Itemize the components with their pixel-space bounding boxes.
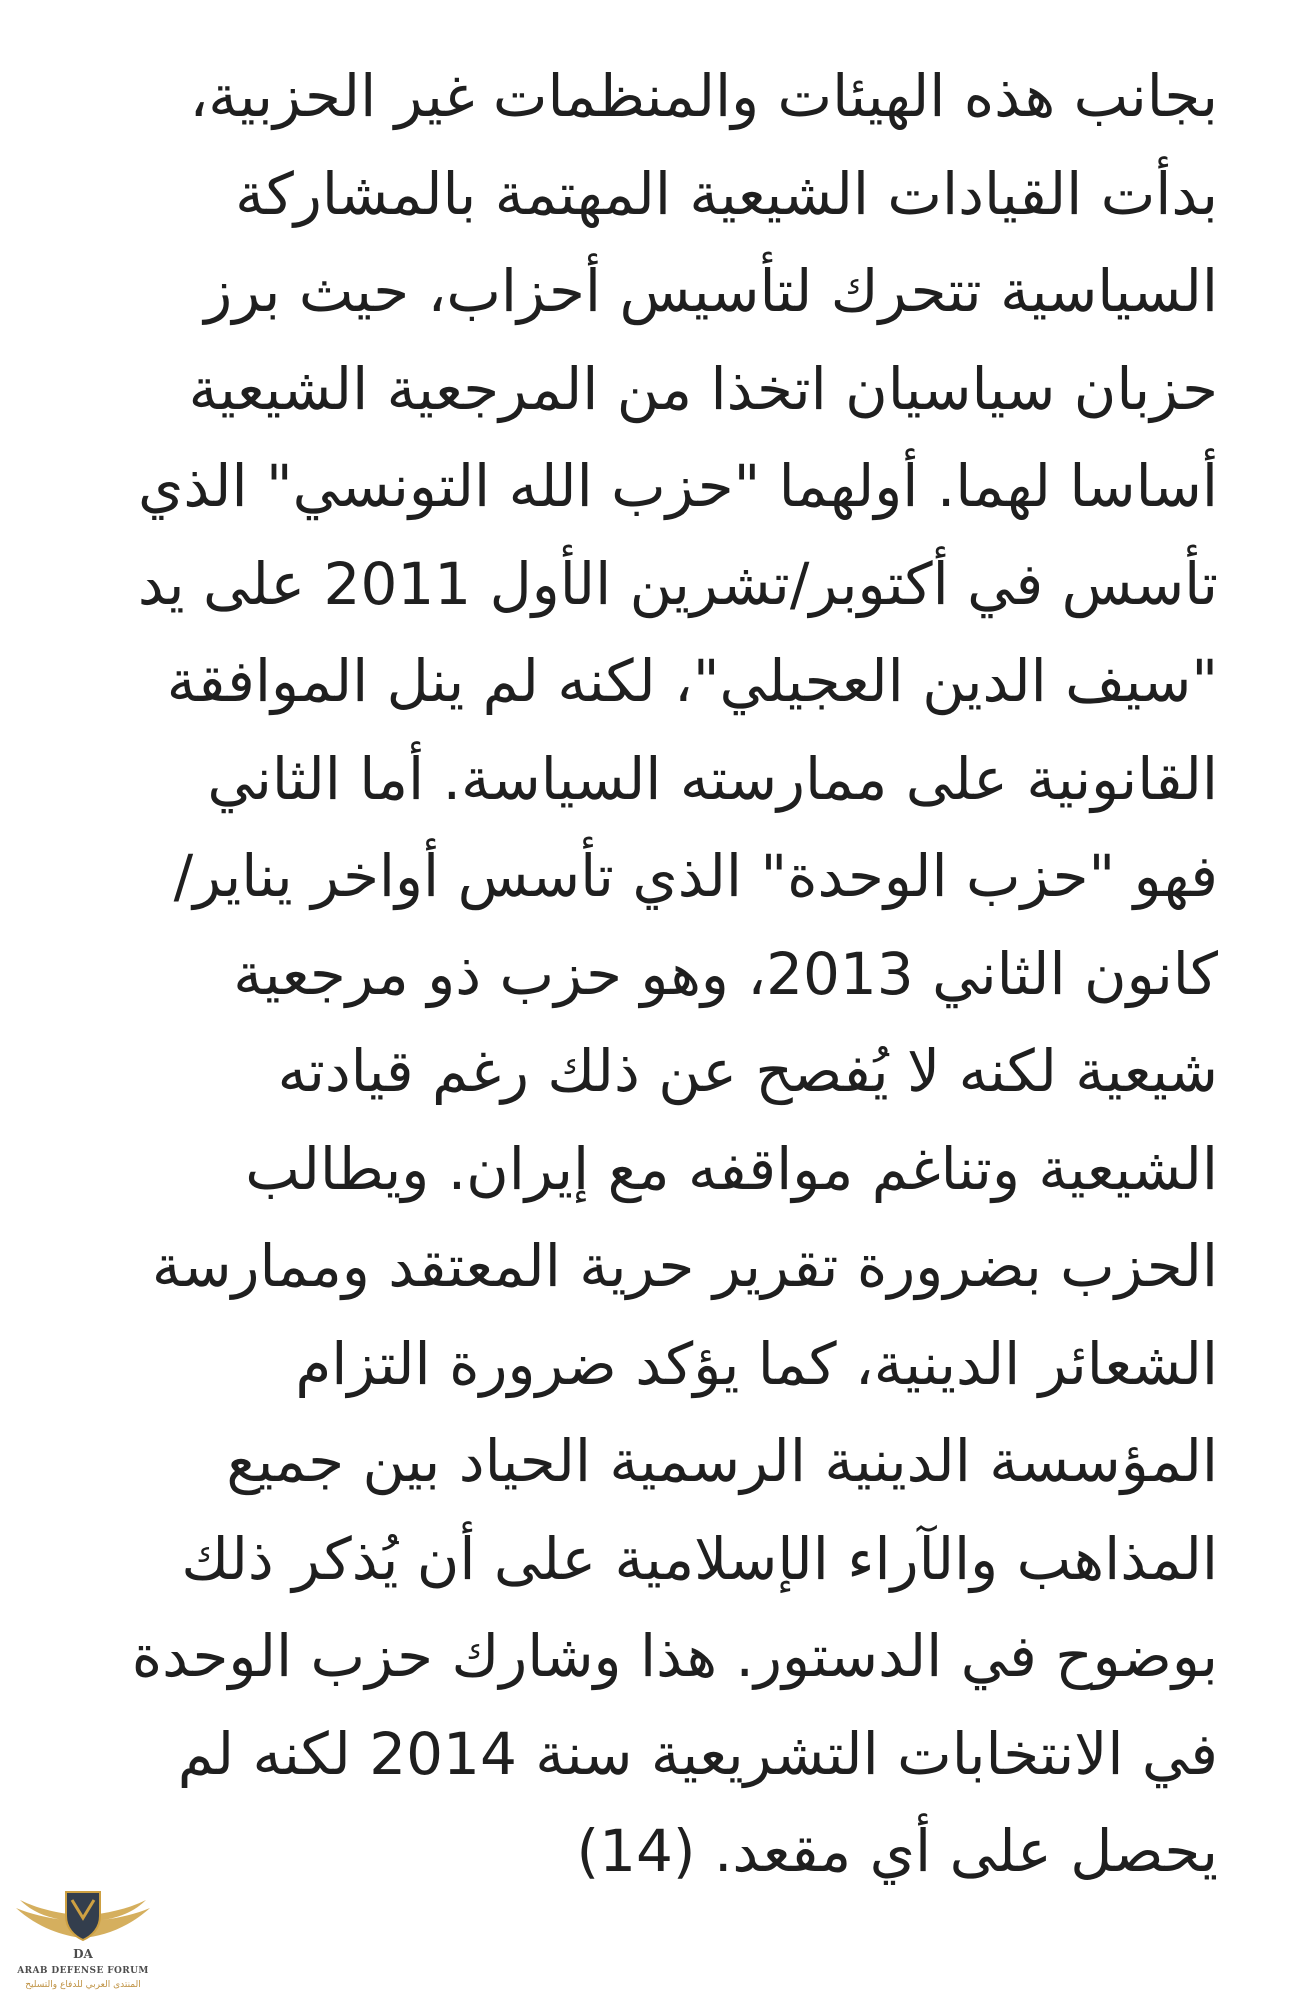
text-line: الحزب بضرورة تقرير حرية المعتقد وممارسة (151, 1232, 1218, 1300)
text-line: كانون الثاني 2013، وهو حزب ذو مرجعية (233, 939, 1218, 1008)
text-line: المؤسسة الدينية الرسمية الحياد بين جميع (226, 1427, 1218, 1495)
text-line: الشعائر الدينية، كما يؤكد ضرورة التزام (295, 1329, 1218, 1398)
text-line: القانونية على ممارسته السياسة. أما الثاني (207, 744, 1218, 813)
text-line: المذاهب والآراء الإسلامية على أن يُذكر ذلك (181, 1524, 1218, 1593)
text-line: تأسس في أكتوبر/تشرين الأول 2011 على يد (137, 549, 1218, 618)
text-line: بجانب هذه الهيئات والمنظمات غير الحزبية، (189, 62, 1218, 130)
watermark-brand: ARAB DEFENSE FORUM (17, 1966, 149, 1976)
text-line: بوضوح في الدستور. هذا وشارك حزب الوحدة (131, 1622, 1218, 1690)
text-line: يحصل على أي مقعد. (14) (576, 1817, 1218, 1885)
forum-watermark (8, 1878, 158, 1998)
text-line: فهو "حزب الوحدة" الذي تأسس أواخر يناير/ (173, 842, 1218, 910)
text-line: الشيعية وتناغم مواقفه مع إيران. ويطالب (245, 1134, 1218, 1203)
text-line: حزبان سياسيان اتخذا من المرجعية الشيعية (188, 354, 1218, 423)
text-line: أساسا لهما. أولهما "حزب الله التونسي" الذي (137, 452, 1218, 520)
article-text (68, 48, 1218, 1901)
text-line: في الانتخابات التشريعية سنة 2014 لكنه لم (177, 1719, 1218, 1788)
watermark-subtitle: المنتدى العربي للدفاع والتسليح (25, 1980, 141, 1990)
text-line: شيعية لكنه لا يُفصح عن ذلك رغم قيادته (277, 1037, 1218, 1105)
logo-monogram: DA (73, 1947, 93, 1961)
text-line: "سيف الدين العجيلي"، لكنه لم ينل الموافقة (166, 647, 1218, 715)
text-line: بدأت القيادات الشيعية المهتمة بالمشاركة (235, 159, 1218, 228)
winged-shield-logo-icon (8, 1878, 158, 1964)
text-line: السياسية تتحرك لتأسيس أحزاب، حيث برز (204, 257, 1218, 325)
